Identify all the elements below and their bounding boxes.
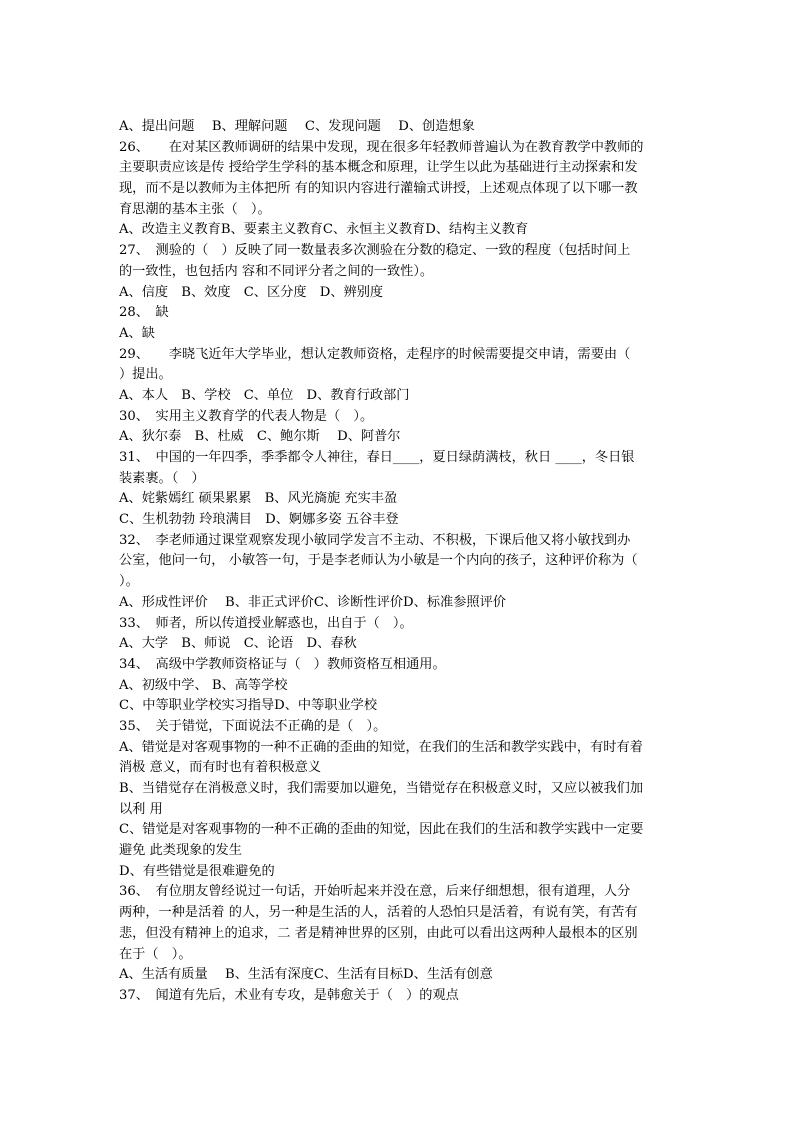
- text-line: 悲，但没有精神上的追求，二 者是精神世界的区别，由此可以看出这两种人最根本的区别: [119, 925, 638, 941]
- text-line: 主要职责应该是传 授给学生学科的基本概念和原理，让学生以此为基础进行主动探索和发: [119, 160, 638, 176]
- text-line: 避免 此类现象的发生: [119, 843, 242, 859]
- question-34-stem: 34、 高级中学教师资格证与（ ）教师资格互相通用。: [119, 656, 446, 672]
- text-line: 公室，他问一句， 小敏答一句，于是李老师认为小敏是一个内向的孩子，这种评价称为（: [119, 553, 638, 569]
- question-32-stem: 32、 李老师通过课堂观察发现小敏同学发言不主动、不积极，下课后他又将小敏找到办: [119, 532, 631, 548]
- question-28-stem: 28、 缺: [119, 305, 169, 321]
- question-33-options: A、大学 B、师说 C、论语 D、春秋: [119, 636, 357, 652]
- question-30-options: A、狄尔泰 B、杜威 C、鲍尔斯 D、阿普尔: [119, 429, 401, 445]
- question-35-option-d: D、有些错觉是很难避免的: [119, 863, 275, 879]
- text-line: 消极 意义，而有时也有着积极意义: [119, 760, 322, 776]
- text-line: ）提出。: [119, 367, 172, 383]
- question-36-stem: 36、 有位朋友曾经说过一句话，开始听起来并没在意，后来仔细想想，很有道理，人分: [119, 884, 631, 900]
- text-line: ）。: [119, 574, 139, 590]
- question-35-stem: 35、 关于错觉，下面说法不正确的是（ ）。: [119, 718, 387, 734]
- question-29-stem: 29、 李晓飞近年大学毕业，想认定教师资格，走程序的时候需要提交申请，需要由（: [119, 346, 631, 362]
- question-33-stem: 33、 师者，所以传道授业解惑也，出自于（ ）。: [119, 615, 413, 631]
- question-27-stem: 27、 测验的（ ）反映了同一数量表多次测验在分数的稳定、一致的程度（包括时间上: [119, 243, 631, 259]
- question-37-stem: 37、 闻道有先后，术业有专攻，是韩愈关于（ ）的观点: [119, 987, 459, 1003]
- text-line: 以利 用: [119, 801, 163, 817]
- text-line: 在于（ ）。: [119, 946, 192, 962]
- text-line: 的一致性，也包括内 容和不同评分者之间的一致性）。: [119, 263, 434, 279]
- question-35-option-c: C、错觉是对客观事物的一种不正确的歪曲的知觉，因此在我们的生活和教学实践中一定要: [119, 822, 644, 838]
- question-30-stem: 30、 实用主义教育学的代表人物是（ ）。: [119, 408, 374, 424]
- question-29-options: A、本人 B、学校 C、单位 D、教育行政部门: [119, 387, 410, 403]
- question-27-options: A、信度 B、效度 C、区分度 D、辨别度: [119, 284, 384, 300]
- text-line: 现，而不是以教师为主体把所 有的知识内容进行灌输式讲授，上述观点体现了以下哪一教: [119, 181, 638, 197]
- text-line: 两种，一种是活着 的人，另一种是生活的人，活着的人恐怕只是活着，有说有笑，有苦有: [119, 905, 638, 921]
- question-26-options: A、改造主义教育B、要素主义教育C、永恒主义教育D、结构主义教育: [119, 222, 529, 238]
- text-line: A、提出问题 B、理解问题 C、发现问题 D、创造想象: [119, 119, 475, 134]
- question-36-options: A、生活有质量 B、生活有深度C、生活有目标D、生活有创意: [119, 967, 493, 983]
- question-28-options: A、缺: [119, 325, 155, 341]
- question-31-stem: 31、 中国的一年四季，季季都令人神往，春日____，夏日绿荫满枝，秋日 ____，冬日银: [119, 450, 635, 465]
- question-35-option-a: A、错觉是对客观事物的一种不正确的歪曲的知觉，在我们的生活和教学实践中，有时有着: [119, 739, 643, 755]
- question-31-options: A、姹紫嫣红 硕果累累 B、风光旖旎 充实丰盈: [119, 491, 398, 507]
- text-line: 装素裹。（ ）: [119, 470, 205, 486]
- question-32-options: A、形成性评价 B、非正式评价C、诊断性评价D、标准参照评价: [119, 594, 506, 610]
- question-31-options: C、生机勃勃 玲琅满目 D、婀娜多姿 五谷丰登: [119, 512, 399, 528]
- question-34-options: C、中等职业学校实习指导D、中等职业学校: [119, 698, 378, 714]
- question-35-option-b: B、当错觉存在消极意义时，我们需要加以避免，当错觉存在积极意义时，又应以被我们加: [119, 781, 643, 796]
- question-34-options: A、初级中学、 B、高等学校: [119, 677, 288, 693]
- document-page: [119, 117, 681, 1007]
- text-line: 育思潮的基本主张（ ）。: [119, 201, 271, 217]
- question-26-stem: 26、 在对某区教师调研的结果中发现，现在很多年轻教师普遍认为在教育教学中教师的: [119, 139, 644, 155]
